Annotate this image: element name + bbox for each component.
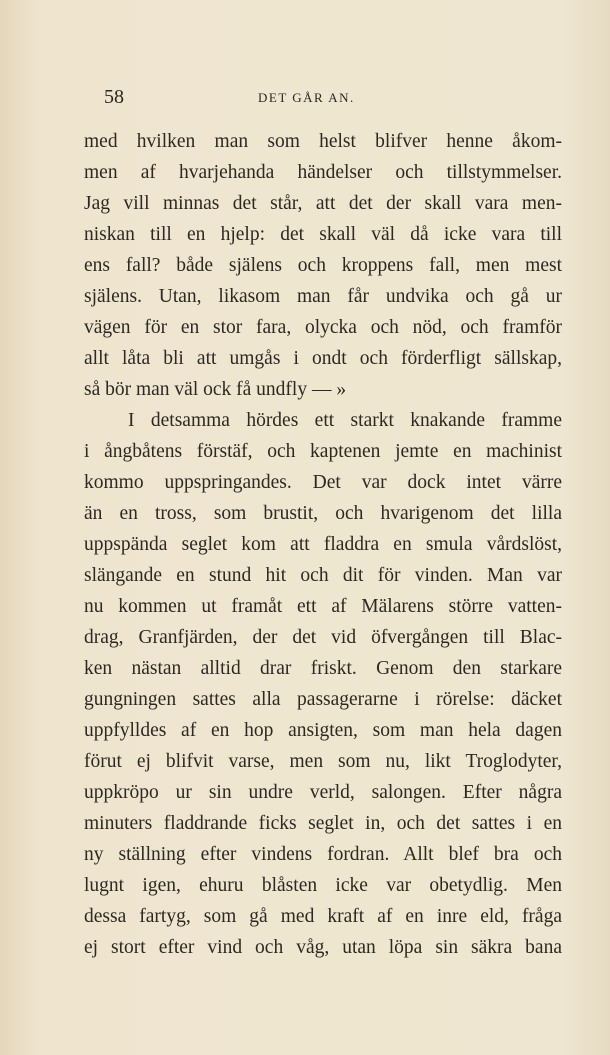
text-line: men af hvarjehanda händelser och tillstymmelser. bbox=[84, 162, 562, 183]
text-line: i ångbåtens förstäf, och kaptenen jemte en machinist bbox=[84, 441, 562, 462]
text-line: uppspända seglet kom att fladdra en smula vårdslöst, bbox=[84, 534, 562, 555]
text-line: ens fall? både själens och kroppens fall, men mest bbox=[84, 255, 562, 276]
paragraph-start-line: I detsamma hördes ett starkt knakande framme bbox=[128, 410, 562, 431]
text-line: uppkröpo ur sin undre verld, salongen. Efter några bbox=[84, 782, 562, 803]
text-line: uppfylldes af en hop ansigten, som man hela dagen bbox=[84, 720, 562, 741]
text-line: själens. Utan, likasom man får undvika och gå ur bbox=[84, 286, 562, 307]
text-line: med hvilken man som helst blifver henne åkom- bbox=[84, 131, 562, 152]
text-line: ej stort efter vind och våg, utan löpa sin säkra bana bbox=[84, 937, 562, 958]
text-line: gungningen sattes alla passagerarne i rörelse: däcket bbox=[84, 689, 562, 710]
text-line: än en tross, som brustit, och hvarigenom det lilla bbox=[84, 503, 562, 524]
text-line: ken nästan alltid drar friskt. Genom den starkare bbox=[84, 658, 562, 679]
text-line: kommo uppspringandes. Det var dock intet värre bbox=[84, 472, 562, 493]
text-line: lugnt igen, ehuru blåsten icke var obetydlig. Men bbox=[84, 875, 562, 896]
text-line: minuters fladdrande ficks seglet in, och det sattes i en bbox=[84, 813, 562, 834]
text-line: dessa fartyg, som gå med kraft af en inre eld, fråga bbox=[84, 906, 562, 927]
text-line: ny ställning efter vindens fordran. Allt blef bra och bbox=[84, 844, 562, 865]
text-line: drag, Granfjärden, der det vid öfvergången till Blac- bbox=[84, 627, 562, 648]
text-line: slängande en stund hit och dit för vinden. Man var bbox=[84, 565, 562, 586]
page-number: 58 bbox=[104, 86, 124, 108]
running-head: DET GÅR AN. bbox=[258, 90, 355, 105]
text-line: niskan till en hjelp: det skall väl då icke vara till bbox=[84, 224, 562, 245]
text-line: nu kommen ut framåt ett af Mälarens större vatten- bbox=[84, 596, 562, 617]
page-header bbox=[0, 86, 610, 116]
text-line: Jag vill minnas det står, att det der skall vara men- bbox=[84, 193, 562, 214]
body-text bbox=[84, 126, 564, 963]
text-line: allt låta bli att umgås i ondt och förderfligt sällskap, bbox=[84, 348, 562, 369]
text-line: så bör man väl ock få undfly — » bbox=[84, 379, 347, 400]
text-line: vägen för en stor fara, olycka och nöd, och framför bbox=[84, 317, 562, 338]
text-line: förut ej blifvit varse, men som nu, likt Troglodyter, bbox=[84, 751, 562, 772]
